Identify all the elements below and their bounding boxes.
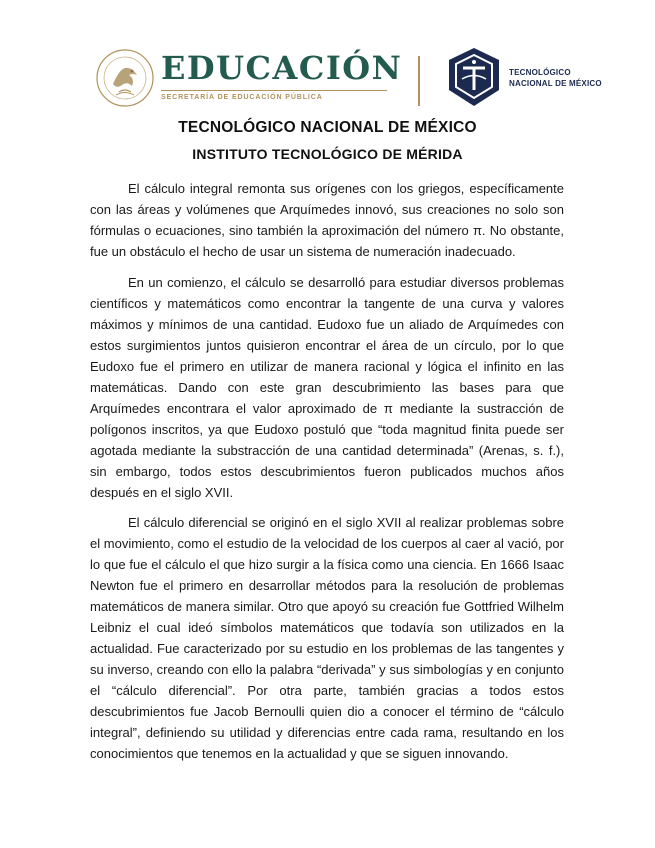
document-subtitle: INSTITUTO TECNOLÓGICO DE MÉRIDA (192, 146, 463, 162)
mexico-coat-of-arms-icon (95, 48, 155, 108)
sep-logo-rule (161, 90, 387, 91)
body-paragraph: El cálculo diferencial se originó en el siglo XVII al realizar problemas sobre el movimiento, como el estudio de la velocidad de los cuerpos al caer al vació, por lo que fue el cálculo el que hizo surgir a la física como una ciencia. En 1666 Isaac Newton fue el primero en desarrollar métodos para la resolución de problemas matemáticos de manera similar. Otro que apoyó su creación fue Gottfried Wilhelm Leibniz el cual ideó símbolos matemáticos que todavía son utilizados en la actualidad. Fue caracterizado por su estudio en los problemas de las tangentes y su inverso, creando con ello la palabra “derivada” y sus simbologías y en conjunto el “cálculo diferencial”. Por otra parte, también gracias a todos estos descubrimientos fue Jacob Bernoulli quien dio a conocer el término de “cálculo integral”, definiendo su utilidad y diferencias entre cada rama, resultando en los conocimientos que tenemos en la actualidad y que se siguen innovando. (90, 515, 564, 761)
tecnm-logo-icon (445, 46, 503, 108)
document-title: TECNOLÓGICO NACIONAL DE MÉXICO (178, 119, 477, 136)
body-paragraph: El cálculo integral remonta sus orígenes con los griegos, específicamente con las áreas y volúmenes que Arquímedes innovó, sus creaciones no solo son fórmulas o ecuaciones, sino también la aproximación del número π. No obstante, fue un obstáculo el hecho de usar un sistema de numeración inadecuado. (90, 181, 564, 259)
tecnm-logo-text-line-1: TECNOLÓGICO (509, 68, 571, 77)
page-header (0, 40, 655, 120)
sep-logo-subtitle: SECRETARÍA DE EDUCACIÓN PÚBLICA (161, 94, 323, 101)
logo-divider (418, 56, 420, 106)
body-paragraph: En un comienzo, el cálculo se desarrolló para estudiar diversos problemas científicos y matemáticos como encontrar la tangente de una curva y valores máximos y mínimos de una cantidad. Eudoxo fue un aliado de Arquímedes con estos surgimientos juntos quisieron encontrar el área de un círculo, por lo que Eudoxo fue el primero en utilizar de manera racional y lógica el infinito en las matemáticas. Dando con este gran descubrimiento las bases para que Arquímedes encontrara el valor aproximado de π mediante la sustracción de polígonos inscritos, ya que Eudoxo postuló que “toda magnitud finita puede ser agotada mediante la substracción de una cantidad determinada” (Arenas, s. f.), sin embargo, todos estos descubrimientos fueron publicados muchos años después en el siglo XVII. (90, 274, 564, 500)
tecnm-logo-text-line-2: NACIONAL DE MÉXICO (509, 79, 602, 88)
sep-logo-wordmark: EDUCACIÓN (161, 49, 403, 87)
document-body (90, 178, 564, 774)
